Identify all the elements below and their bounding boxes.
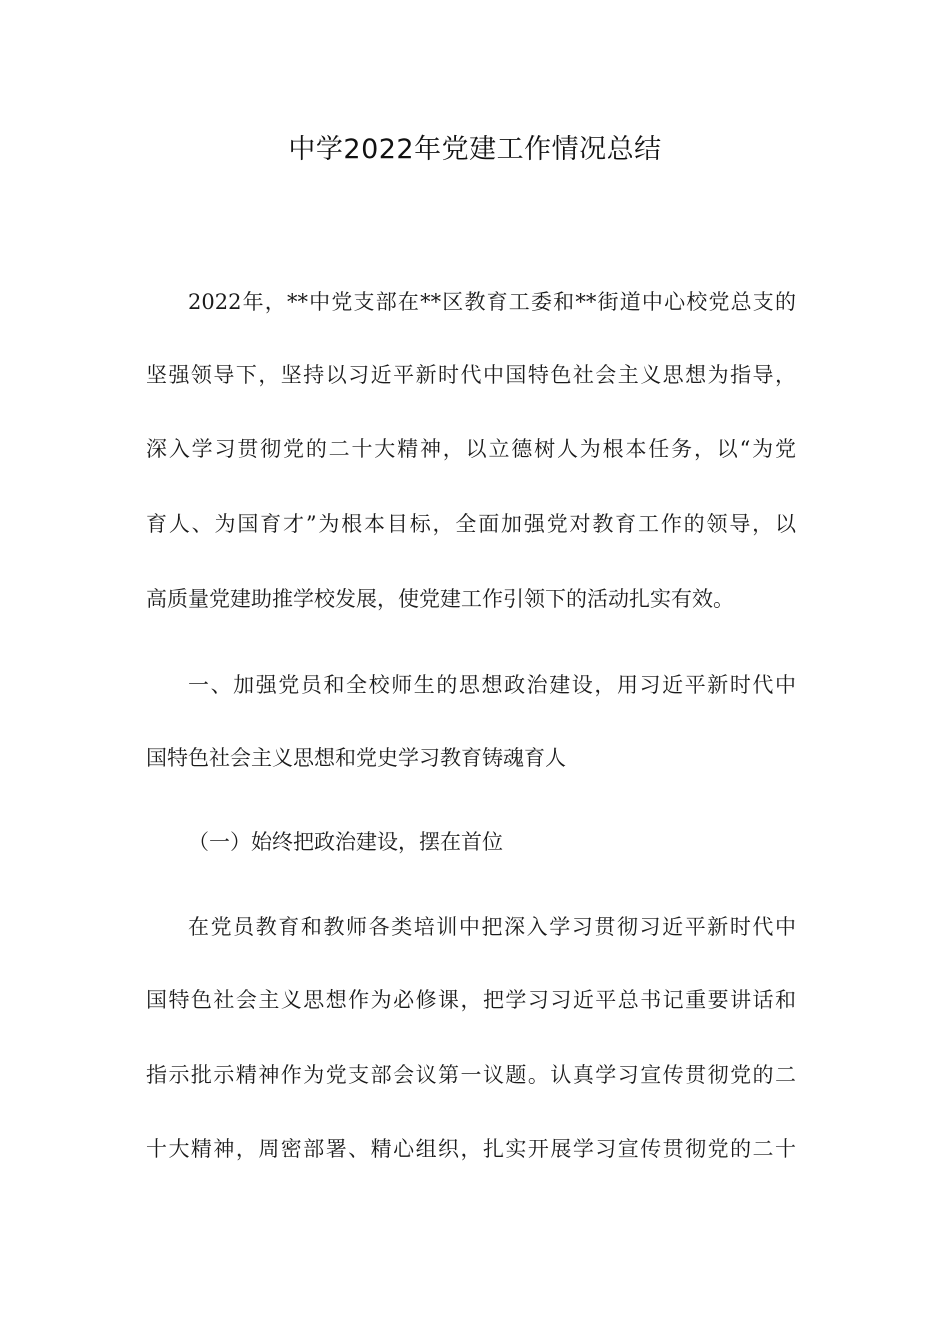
section-heading-1-line-2: 国特色社会主义思想和党史学习教育铸魂育人 bbox=[146, 746, 566, 770]
paragraph-1-line-4: 育人、为国育才”为根本目标，全面加强党对教育工作的领导，以 bbox=[146, 512, 796, 536]
subsection-heading-1: （一）始终把政治建设，摆在首位 bbox=[188, 830, 503, 854]
paragraph-2-line-2: 国特色社会主义思想作为必修课，把学习习近平总书记重要讲话和 bbox=[146, 988, 796, 1012]
paragraph-1-line-3: 深入学习贯彻党的二十大精神，以立德树人为根本任务，以“为党 bbox=[146, 437, 796, 461]
paragraph-2-line-3: 指示批示精神作为党支部会议第一议题。认真学习宣传贯彻党的二 bbox=[146, 1063, 796, 1087]
paragraph-1-line-1: 2022年，**中党支部在**区教育工委和**街道中心校党总支的 bbox=[188, 290, 796, 314]
section-heading-1-line-1: 一、加强党员和全校师生的思想政治建设，用习近平新时代中 bbox=[188, 673, 796, 697]
paragraph-2-line-4: 十大精神，周密部署、精心组织，扎实开展学习宣传贯彻党的二十 bbox=[146, 1137, 796, 1161]
document-title: 中学2022年党建工作情况总结 bbox=[288, 134, 662, 165]
paragraph-1-line-5: 高质量党建助推学校发展，使党建工作引领下的活动扎实有效。 bbox=[146, 587, 734, 611]
paragraph-1-line-2: 坚强领导下，坚持以习近平新时代中国特色社会主义思想为指导， bbox=[146, 363, 796, 387]
paragraph-2-line-1: 在党员教育和教师各类培训中把深入学习贯彻习近平新时代中 bbox=[188, 915, 796, 939]
